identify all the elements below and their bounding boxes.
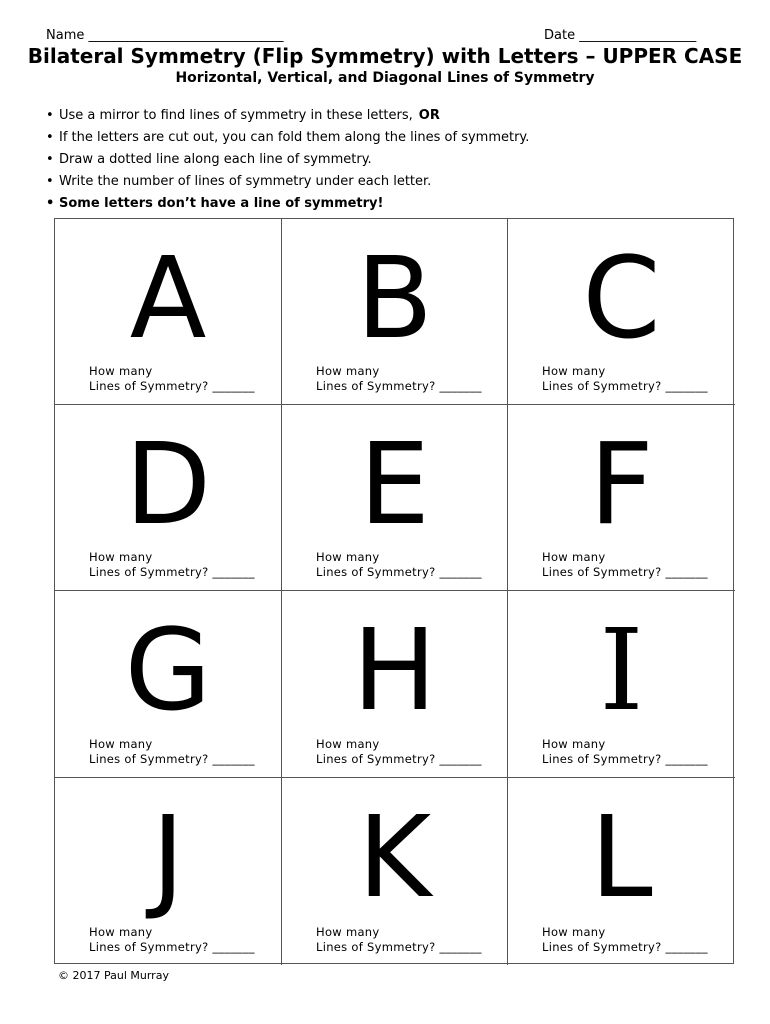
prompt-line: Lines of Symmetry? _______: [316, 379, 482, 393]
bullet-icon: •: [46, 174, 54, 189]
letter-cell: [508, 778, 735, 965]
prompt-line: How many: [316, 737, 380, 751]
letter-grid: [54, 218, 734, 964]
letter-cell: [508, 405, 735, 591]
prompt-line: How many: [89, 925, 153, 939]
instruction-item: [46, 195, 726, 217]
instruction-text: Some letters don’t have a line of symmetry!: [59, 196, 384, 211]
prompt-line: How many: [316, 550, 380, 564]
symmetry-prompt[interactable]: [542, 364, 708, 394]
letter-cell: [55, 778, 282, 965]
prompt-line: Lines of Symmetry? _______: [542, 940, 708, 954]
symmetry-prompt[interactable]: [316, 737, 482, 767]
prompt-line: How many: [316, 364, 380, 378]
instruction-text: Write the number of lines of symmetry under each letter.: [59, 174, 432, 189]
bullet-icon: •: [46, 130, 54, 145]
symmetry-prompt[interactable]: [89, 364, 255, 394]
copyright-notice: © 2017 Paul Murray: [58, 969, 169, 982]
letter-cell: [55, 591, 282, 778]
instruction-item: [46, 129, 726, 151]
letter-glyph: F: [589, 420, 654, 550]
letter-cell: [508, 591, 735, 778]
letter-glyph: G: [124, 606, 212, 736]
prompt-line: How many: [542, 737, 606, 751]
prompt-line: How many: [542, 550, 606, 564]
letter-glyph: J: [151, 793, 185, 923]
letter-glyph: L: [590, 793, 653, 923]
instruction-item: [46, 173, 726, 195]
symmetry-prompt[interactable]: [316, 364, 482, 394]
letter-cell: [508, 219, 735, 405]
worksheet-title: Bilateral Symmetry (Flip Symmetry) with Letters – UPPER CASE: [27, 44, 743, 68]
symmetry-prompt[interactable]: [316, 925, 482, 955]
prompt-line: Lines of Symmetry? _______: [316, 940, 482, 954]
letter-glyph: A: [129, 234, 207, 364]
instructions-list: [46, 107, 726, 217]
worksheet-subtitle: Horizontal, Vertical, and Diagonal Lines of Symmetry: [175, 70, 595, 86]
prompt-line: How many: [542, 364, 606, 378]
instruction-text: Use a mirror to find lines of symmetry in these letters,: [59, 108, 413, 123]
instruction-item: [46, 151, 726, 173]
letter-glyph: B: [356, 234, 433, 364]
symmetry-prompt[interactable]: [89, 925, 255, 955]
symmetry-prompt[interactable]: [89, 550, 255, 580]
prompt-line: How many: [89, 550, 153, 564]
bullet-icon: •: [46, 152, 54, 167]
date-field[interactable]: Date __________________: [544, 28, 697, 43]
symmetry-prompt[interactable]: [542, 737, 708, 767]
name-field[interactable]: Name ______________________________: [46, 28, 284, 43]
bullet-icon: •: [46, 196, 55, 211]
letter-glyph: C: [582, 234, 661, 364]
symmetry-prompt[interactable]: [89, 737, 255, 767]
letter-cell: [282, 219, 508, 405]
prompt-line: Lines of Symmetry? _______: [89, 940, 255, 954]
prompt-line: How many: [89, 737, 153, 751]
instruction-text: If the letters are cut out, you can fold them along the lines of symmetry.: [59, 130, 530, 145]
letter-cell: [55, 405, 282, 591]
prompt-line: How many: [316, 925, 380, 939]
bullet-icon: •: [46, 108, 54, 123]
letter-glyph: K: [357, 793, 432, 923]
letter-glyph: H: [352, 606, 437, 736]
prompt-line: Lines of Symmetry? _______: [542, 752, 708, 766]
symmetry-prompt[interactable]: [542, 925, 708, 955]
letter-cell: [282, 778, 508, 965]
letter-cell: [282, 591, 508, 778]
prompt-line: Lines of Symmetry? _______: [542, 379, 708, 393]
prompt-line: Lines of Symmetry? _______: [542, 565, 708, 579]
instruction-text: Draw a dotted line along each line of symmetry.: [59, 152, 372, 167]
prompt-line: How many: [89, 364, 153, 378]
letter-glyph: D: [124, 420, 212, 550]
or-word: OR: [418, 108, 440, 123]
letter-glyph: E: [359, 420, 430, 550]
prompt-line: Lines of Symmetry? _______: [89, 379, 255, 393]
symmetry-prompt[interactable]: [542, 550, 708, 580]
symmetry-prompt[interactable]: [316, 550, 482, 580]
letter-cell: [282, 405, 508, 591]
instruction-item: [46, 107, 726, 129]
letter-cell: [55, 219, 282, 405]
prompt-line: How many: [542, 925, 606, 939]
prompt-line: Lines of Symmetry? _______: [89, 752, 255, 766]
prompt-line: Lines of Symmetry? _______: [316, 752, 482, 766]
prompt-line: Lines of Symmetry? _______: [89, 565, 255, 579]
prompt-line: Lines of Symmetry? _______: [316, 565, 482, 579]
letter-glyph: I: [599, 606, 644, 736]
